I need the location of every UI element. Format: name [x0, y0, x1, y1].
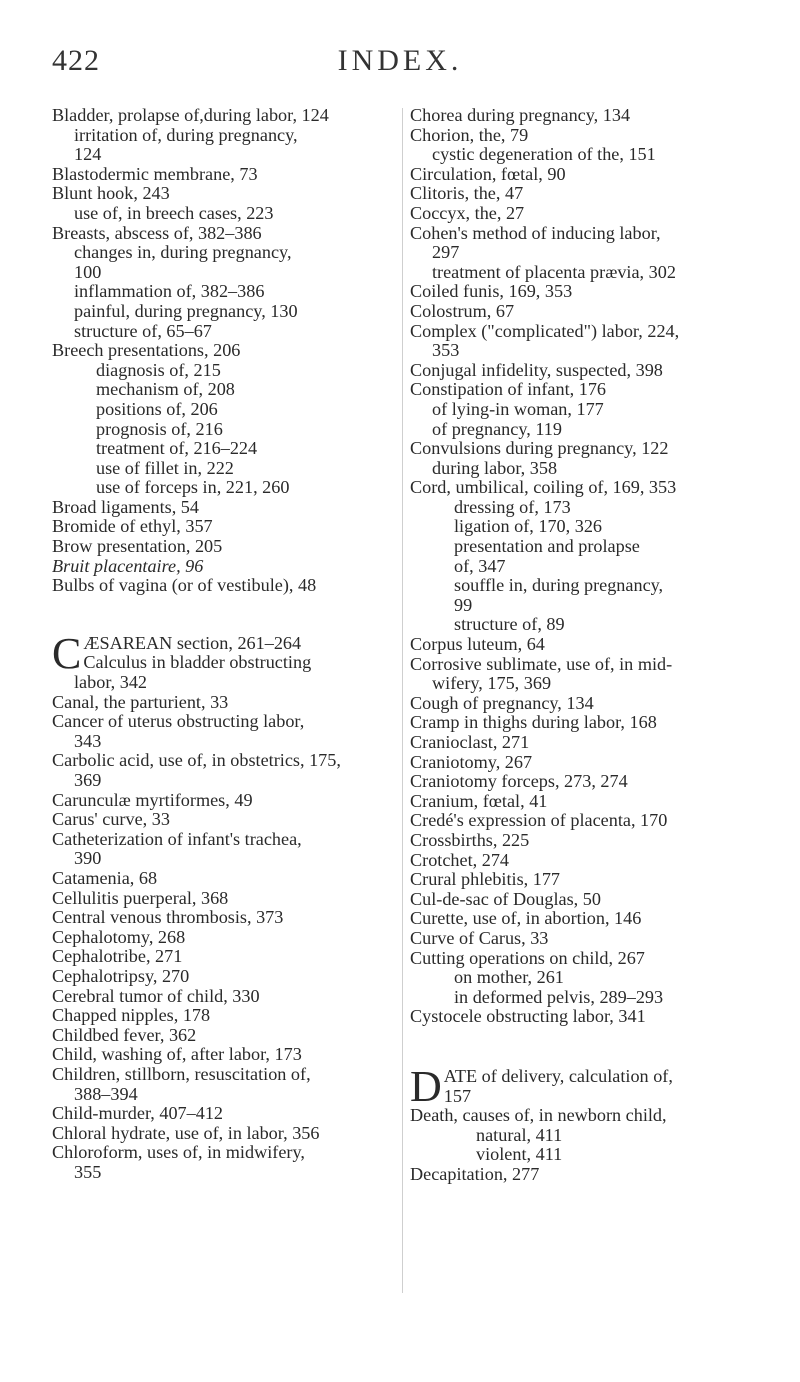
index-continuation: 157: [443, 1085, 472, 1106]
index-subentry: treatment of placenta prævia, 302: [432, 261, 676, 282]
index-entry: Calculus in bladder obstructing: [83, 652, 312, 673]
index-subentry: cystic degeneration of the, 151: [432, 144, 656, 165]
index-entry: Death, causes of, in newborn child,: [410, 1105, 667, 1126]
index-entry: Corrosive sublimate, use of, in mid-: [410, 653, 673, 674]
index-entry: Cutting operations on child, 267: [410, 947, 645, 968]
index-entry: Convulsions during pregnancy, 122: [410, 438, 669, 459]
index-entry: Carunculæ myrtiformes, 49: [52, 789, 253, 810]
index-entry: Coiled funis, 169, 353: [410, 281, 573, 302]
index-subentry: inflammation of, 382–386: [74, 281, 265, 302]
index-entry: Child, washing of, after labor, 173: [52, 1044, 302, 1065]
index-entry: Blastodermic membrane, 73: [52, 163, 258, 184]
index-continuation: labor, 342: [74, 672, 148, 693]
index-entry: Blunt hook, 243: [52, 183, 170, 204]
index-entry: Constipation of infant, 176: [410, 379, 607, 400]
index-entry: Catheterization of infant's trachea,: [52, 828, 302, 849]
index-entry: Colostrum, 67: [410, 300, 515, 321]
index-continuation: 100: [74, 261, 102, 282]
index-entry: Clitoris, the, 47: [410, 183, 524, 204]
index-entry: Cranium, fœtal, 41: [410, 790, 548, 811]
index-subentry: use of, in breech cases, 223: [74, 202, 274, 223]
index-subentry: mechanism of, 208: [96, 379, 235, 400]
drop-cap-letter: C: [52, 628, 82, 678]
index-entry: Canal, the parturient, 33: [52, 691, 229, 712]
index-entry: Chloroform, uses of, in midwifery,: [52, 1142, 305, 1163]
index-entry: Brow presentation, 205: [52, 536, 223, 557]
column-divider: [402, 108, 403, 1293]
index-subentry: on mother, 261: [454, 967, 564, 988]
index-subentry: positions of, 206: [96, 398, 218, 419]
index-entry: Cephalotomy, 268: [52, 926, 186, 947]
index-entry: Cystocele obstructing labor, 341: [410, 1006, 646, 1027]
index-subentry: violent, 411: [476, 1144, 563, 1165]
index-subentry: natural, 411: [476, 1124, 563, 1145]
index-subentry: dressing of, 173: [454, 496, 571, 517]
page-number: 422: [52, 44, 100, 77]
index-subentry: treatment of, 216–224: [96, 438, 258, 459]
letter-section-gap: [410, 1027, 755, 1067]
index-entry: Cellulitis puerperal, 368: [52, 887, 229, 908]
index-entry: Cancer of uterus obstructing labor,: [52, 711, 305, 732]
index-entry: Breech presentations, 206: [52, 340, 241, 361]
index-continuation: 297: [432, 242, 460, 263]
index-entry: Breasts, abscess of, 382–386: [52, 222, 262, 243]
index-entry: Cerebral tumor of child, 330: [52, 985, 260, 1006]
index-entry: Crotchet, 274: [410, 849, 510, 870]
index-entry: Complex ("complicated") labor, 224,: [410, 320, 680, 341]
index-entry: Conjugal infidelity, suspected, 398: [410, 359, 663, 380]
index-continuation: 369: [74, 770, 102, 790]
index-entry: Credé's expression of placenta, 170: [410, 810, 668, 831]
index-entry: Corpus luteum, 64: [410, 634, 545, 655]
index-subentry: use of forceps in, 221, 260: [96, 477, 290, 498]
index-entry: Catamenia, 68: [52, 867, 158, 888]
index-entry: Crossbirths, 225: [410, 829, 530, 850]
index-subentry: use of fillet in, 222: [96, 457, 234, 478]
index-continuation: 124: [74, 144, 102, 165]
index-continuation: 388–394: [74, 1083, 138, 1104]
index-entry: Childbed fever, 362: [52, 1024, 197, 1045]
index-entry: Curve of Carus, 33: [410, 927, 549, 948]
letter-section-gap: [52, 596, 400, 634]
index-entry: Chorea during pregnancy, 134: [410, 105, 631, 125]
index-continuation: wifery, 175, 369: [432, 673, 552, 694]
index-entry: Craniotomy forceps, 273, 274: [410, 771, 628, 792]
index-entry: Bladder, prolapse of,during labor, 124: [52, 105, 329, 125]
index-entry: Crural phlebitis, 177: [410, 869, 561, 890]
index-entry: Bromide of ethyl, 357: [52, 516, 213, 537]
index-continuation: 343: [74, 730, 102, 751]
index-subentry: during labor, 358: [432, 457, 558, 478]
index-subentry: painful, during pregnancy, 130: [74, 300, 298, 321]
index-entry: Cranioclast, 271: [410, 732, 530, 752]
index-entry-text: ÆSAREAN section, 261–264: [83, 632, 302, 653]
index-entry: Cul-de-sac of Douglas, 50: [410, 888, 601, 909]
index-entry: Coccyx, the, 27: [410, 202, 525, 223]
index-entry: Craniotomy, 267: [410, 751, 533, 772]
index-entry: Circulation, fœtal, 90: [410, 163, 566, 184]
index-subentry: souffle in, during pregnancy,: [454, 575, 664, 596]
index-entry: Cohen's method of inducing labor,: [410, 222, 661, 243]
index-entry: Chorion, the, 79: [410, 124, 529, 145]
index-subentry: structure of, 65–67: [74, 320, 212, 341]
index-continuation: 353: [432, 340, 460, 361]
index-entry: Cord, umbilical, coiling of, 169, 353: [410, 477, 677, 498]
index-subentry: changes in, during pregnancy,: [74, 242, 292, 263]
index-subentry: in deformed pelvis, 289–293: [454, 986, 664, 1007]
index-subentry: ligation of, 170, 326: [454, 516, 603, 537]
index-entry: Central venous thrombosis, 373: [52, 907, 284, 928]
index-entry: Child-murder, 407–412: [52, 1103, 224, 1124]
index-subentry: of lying-in woman, 177: [432, 398, 604, 419]
index-entry: Decapitation, 277: [410, 1163, 540, 1184]
index-entry: Chapped nipples, 178: [52, 1005, 211, 1026]
index-continuation: of, 347: [454, 555, 506, 576]
index-entry: Bulbs of vagina (or of vestibule), 48: [52, 575, 317, 596]
page-header: [0, 44, 800, 84]
left-column: [52, 106, 400, 1182]
index-subentry: structure of, 89: [454, 614, 565, 635]
index-entry: Cough of pregnancy, 134: [410, 692, 594, 713]
index-entry: Broad ligaments, 54: [52, 496, 199, 517]
index-subentry: presentation and prolapse: [454, 536, 640, 557]
index-subentry: of pregnancy, 119: [432, 418, 562, 439]
index-entry: Chloral hydrate, use of, in labor, 356: [52, 1122, 320, 1143]
index-entry: Cramp in thighs during labor, 168: [410, 712, 657, 733]
index-subentry: diagnosis of, 215: [96, 359, 221, 380]
right-column: [410, 106, 755, 1184]
index-entry: Bruit placentaire, 96: [52, 555, 204, 576]
index-continuation: 99: [454, 594, 473, 615]
index-entry: Cephalotribe, 271: [52, 946, 183, 967]
index-subentry: prognosis of, 216: [96, 418, 223, 439]
index-continuation: 355: [74, 1161, 102, 1182]
index-subentry: irritation of, during pregnancy,: [74, 124, 298, 145]
drop-cap-letter: D: [410, 1061, 442, 1111]
index-entry: Children, stillborn, resuscitation of,: [52, 1063, 311, 1084]
index-entry: Curette, use of, in abortion, 146: [410, 908, 642, 929]
index-entry-text: ATE of delivery, calculation of,: [443, 1065, 673, 1086]
running-title: INDEX.: [337, 44, 463, 77]
index-entry: Carbolic acid, use of, in obstetrics, 175,: [52, 750, 341, 771]
index-entry: Cephalotripsy, 270: [52, 965, 190, 986]
index-continuation: 390: [74, 848, 102, 869]
index-entry: Carus' curve, 33: [52, 809, 170, 830]
